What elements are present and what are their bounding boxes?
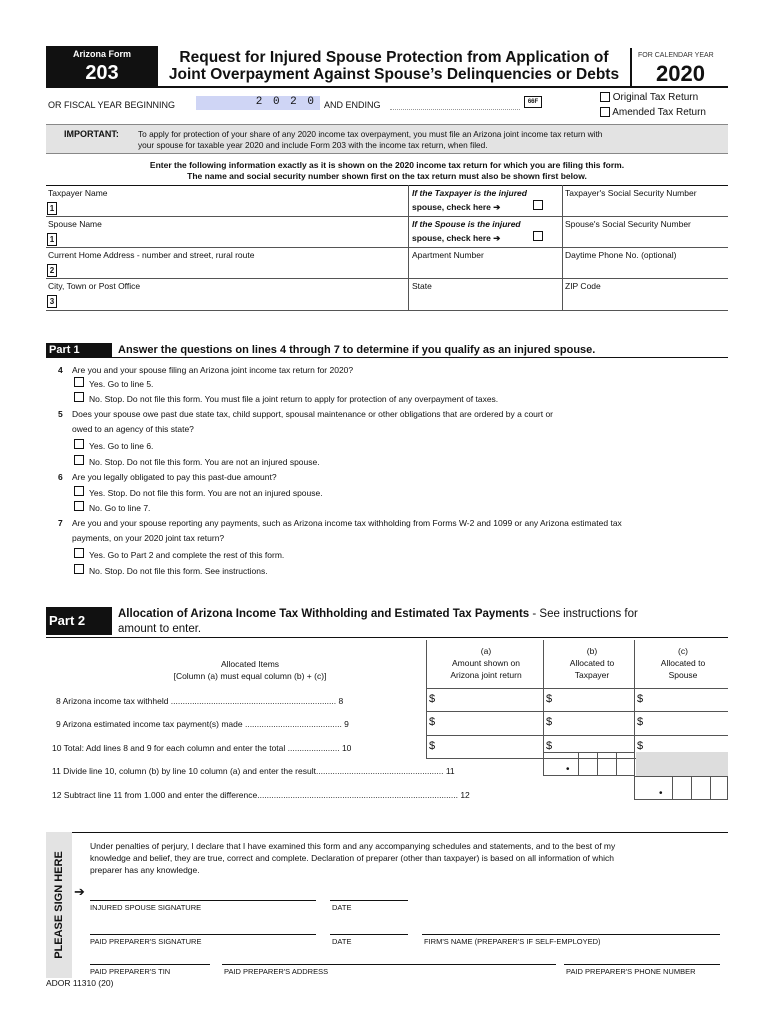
q5-no-checkbox[interactable] bbox=[74, 455, 84, 465]
spouse-name-label: Spouse Name bbox=[48, 219, 102, 229]
original-return-option[interactable] bbox=[600, 92, 698, 103]
line10-b-dollar: $ bbox=[546, 740, 553, 752]
calendar-year-box bbox=[630, 48, 730, 88]
declaration-line-3: preparer has any knowledge. bbox=[90, 865, 200, 875]
original-return-checkbox[interactable] bbox=[600, 92, 610, 102]
preparer-date-line[interactable] bbox=[330, 934, 408, 935]
grid-rule-4 bbox=[46, 278, 728, 279]
col-c-1: (c) bbox=[678, 646, 688, 656]
q4-yes-checkbox[interactable] bbox=[74, 377, 84, 387]
line-box-2: 2 bbox=[47, 264, 57, 277]
part2-title-line2: amount to enter. bbox=[118, 623, 202, 635]
injured-date-label: DATE bbox=[332, 903, 352, 912]
line8-a-dollar: $ bbox=[429, 693, 436, 705]
line9-b-dollar: $ bbox=[546, 716, 553, 728]
declaration-line-1: Under penalties of perjury, I declare that I have examined this form and any accompanying schedules and statements, and to the best of my bbox=[90, 841, 616, 851]
fiscal-end-field[interactable] bbox=[390, 96, 520, 110]
sign-side-label-wrap bbox=[46, 832, 72, 978]
p2-header-rule bbox=[426, 688, 728, 689]
phone-label: Daytime Phone No. (optional) bbox=[565, 250, 677, 260]
line9-a-dollar: $ bbox=[429, 716, 436, 728]
part1-rule bbox=[46, 357, 728, 358]
p2-vline-a bbox=[426, 640, 427, 758]
declaration-line-2: knowledge and belief, they are true, correct and complete. Declaration of preparer (other than taxpayer) is based on all information of which bbox=[90, 853, 614, 863]
instructions-line-2: The name and social security number shown first on the tax return must also be shown first below. bbox=[187, 171, 587, 181]
title-line-2: Joint Overpayment Against Spouse’s Delinquencies or Debts bbox=[168, 66, 620, 83]
amended-return-checkbox[interactable] bbox=[600, 107, 610, 117]
col-a-2: Amount shown on bbox=[451, 658, 521, 668]
important-text bbox=[138, 129, 718, 151]
original-return-label: Original Tax Return bbox=[612, 92, 699, 103]
fiscal-year-label: OR FISCAL YEAR BEGINNING bbox=[48, 100, 176, 110]
part2-title-rest: - See instructions for bbox=[529, 608, 638, 620]
line11-shaded bbox=[636, 752, 728, 776]
part1-tag: Part 1 bbox=[46, 343, 112, 357]
q5-text-2: owed to an agency of this state? bbox=[72, 424, 194, 434]
part1-title: Answer the questions on lines 4 through 7 to determine if you qualify as an injured spouse. bbox=[118, 344, 596, 356]
q6-no-label: No. Go to line 7. bbox=[89, 503, 151, 513]
sticker-code: 66F bbox=[524, 96, 542, 108]
instructions-line-1: Enter the following information exactly as it is shown on the 2020 income tax return for which you are filing this form. bbox=[149, 160, 625, 170]
l12-div-1 bbox=[672, 776, 673, 800]
q5-number: 5 bbox=[58, 409, 63, 419]
line-9-label: 9 Arizona estimated income tax payment(s) made ......................................... 9 bbox=[56, 719, 349, 729]
line9-c-dollar: $ bbox=[637, 716, 644, 728]
preparer-address-line[interactable] bbox=[222, 964, 556, 965]
q7-text-2: payments, on your 2020 joint tax return? bbox=[72, 533, 225, 543]
col-c-3: Spouse bbox=[668, 670, 698, 680]
form-title bbox=[164, 49, 624, 83]
q7-no-label: No. Stop. Do not file this form. See instructions. bbox=[89, 566, 268, 576]
items-header-2: [Column (a) must equal column (b) + (c)] bbox=[173, 671, 327, 681]
col-a-1: (a) bbox=[480, 646, 492, 656]
line10-a-dollar: $ bbox=[429, 740, 436, 752]
form-number: 203 bbox=[85, 62, 119, 84]
entry-instructions bbox=[46, 160, 728, 182]
line-box-3: 3 bbox=[47, 295, 57, 308]
col-b-2: Allocated to bbox=[569, 658, 615, 668]
sign-top-rule bbox=[46, 832, 728, 833]
amended-return-option[interactable] bbox=[600, 107, 706, 118]
line8-c-dollar: $ bbox=[637, 693, 644, 705]
calendar-year-label: FOR CALENDAR YEAR bbox=[638, 52, 714, 59]
q5-yes-checkbox[interactable] bbox=[74, 439, 84, 449]
apartment-label: Apartment Number bbox=[412, 250, 484, 260]
form-code-footer: ADOR 11310 (20) bbox=[46, 978, 114, 988]
address-label: Current Home Address - number and street, rural route bbox=[48, 250, 255, 260]
grid-rule-2 bbox=[46, 216, 728, 217]
q7-text-1: Are you and your spouse reporting any payments, such as Arizona income tax withholding from Forms W-2 and 1099 or any Arizona estimated tax bbox=[72, 518, 622, 528]
taxpayer-ssn-label: Taxpayer's Social Security Number bbox=[565, 188, 697, 198]
preparer-address-label: PAID PREPARER'S ADDRESS bbox=[224, 967, 329, 976]
line-12-label: 12 Subtract line 11 from 1.000 and enter the difference..................................................................................... 12 bbox=[52, 790, 470, 800]
q4-text: Are you and your spouse filing an Arizona joint income tax return for 2020? bbox=[72, 365, 354, 375]
injured-sig-line[interactable] bbox=[90, 900, 316, 901]
fiscal-begin-field[interactable]: 2 0 2 0 bbox=[196, 96, 320, 110]
q5-text-1: Does your spouse owe past due state tax, child support, spousal maintenance or other obligations that are ordered by a court or bbox=[72, 409, 554, 419]
preparer-phone-label: PAID PREPARER'S PHONE NUMBER bbox=[566, 967, 696, 976]
line-box-1b: 1 bbox=[47, 233, 57, 246]
state-label: State bbox=[412, 281, 432, 291]
important-notice bbox=[46, 124, 728, 154]
part2-title-bold: Allocation of Arizona Income Tax Withholding and Estimated Tax Payments bbox=[118, 608, 530, 620]
grid-vline-2 bbox=[562, 185, 563, 310]
please-sign-here: PLEASE SIGN HERE bbox=[53, 851, 65, 959]
column-a-header bbox=[426, 645, 546, 681]
line12-field[interactable] bbox=[634, 776, 728, 800]
q4-no-checkbox[interactable] bbox=[74, 392, 84, 402]
l11-div-3 bbox=[616, 752, 617, 776]
p2-row8-rule bbox=[426, 711, 728, 712]
q4-yes-label: Yes. Go to line 5. bbox=[89, 379, 154, 389]
line-box-1a: 1 bbox=[47, 202, 57, 215]
line-8-label: 8 Arizona income tax withheld ...................................................................... 8 bbox=[56, 696, 344, 706]
important-line-1: To apply for protection of your share of any 2020 income tax overpayment, you must file an Arizona joint income tax return with bbox=[138, 129, 603, 139]
q4-number: 4 bbox=[58, 365, 63, 375]
grid-vline-1 bbox=[408, 185, 409, 310]
q6-text: Are you legally obligated to pay this past-due amount? bbox=[72, 472, 277, 482]
column-b-header bbox=[546, 645, 638, 681]
zip-label: ZIP Code bbox=[565, 281, 601, 291]
taxpayer-injured-checkbox[interactable] bbox=[533, 200, 543, 210]
grid-rule-3 bbox=[46, 247, 728, 248]
col-b-3: Taxpayer bbox=[574, 670, 610, 680]
q6-no-checkbox[interactable] bbox=[74, 501, 84, 511]
title-line-1: Request for Injured Spouse Protection from Application of bbox=[179, 49, 609, 66]
taxpayer-check-label: spouse, check here ➔ bbox=[412, 202, 501, 212]
form-number-badge bbox=[46, 46, 158, 86]
q6-yes-checkbox[interactable] bbox=[74, 486, 84, 496]
allocated-items-header bbox=[140, 658, 360, 682]
col-c-2: Allocated to bbox=[660, 658, 706, 668]
grid-rule-5 bbox=[46, 310, 728, 311]
important-line-2: your spouse for taxable year 2020 and include Form 203 with the income tax return, when filed. bbox=[138, 140, 488, 150]
part2-title bbox=[118, 607, 718, 637]
l11-div-2 bbox=[597, 752, 598, 776]
taxpayer-name-label: Taxpayer Name bbox=[48, 188, 108, 198]
l12-div-3 bbox=[710, 776, 711, 800]
spouse-injured-label: If the Spouse is the injured bbox=[412, 219, 521, 229]
spouse-injured-checkbox[interactable] bbox=[533, 231, 543, 241]
q6-yes-label: Yes. Stop. Do not file this form. You are not an injured spouse. bbox=[89, 488, 323, 498]
amended-return-label: Amended Tax Return bbox=[612, 107, 706, 118]
preparer-date-label: DATE bbox=[332, 937, 352, 946]
line10-c-dollar: $ bbox=[637, 740, 644, 752]
q5-no-label: No. Stop. Do not file this form. You are not an injured spouse. bbox=[89, 457, 320, 467]
sign-arrow-icon: ➔ bbox=[74, 884, 85, 899]
line11-field[interactable] bbox=[543, 752, 635, 776]
items-header-1: Allocated Items bbox=[220, 659, 280, 669]
p2-vline-c bbox=[634, 640, 635, 758]
header-rule bbox=[46, 86, 728, 88]
part2-rule bbox=[46, 637, 728, 638]
grid-top-rule bbox=[46, 185, 728, 186]
form-label: Arizona Form bbox=[72, 49, 131, 59]
part2-tag: Part 2 bbox=[46, 607, 112, 635]
perjury-declaration bbox=[90, 840, 722, 876]
injured-date-line[interactable] bbox=[330, 900, 408, 901]
q7-yes-checkbox[interactable] bbox=[74, 548, 84, 558]
spouse-ssn-label: Spouse's Social Security Number bbox=[565, 219, 691, 229]
p2-row9-rule bbox=[426, 735, 728, 736]
preparer-phone-line[interactable] bbox=[564, 964, 720, 965]
and-ending-label: AND ENDING bbox=[324, 100, 381, 110]
firm-name-line[interactable] bbox=[422, 934, 720, 935]
line11-decimal: • bbox=[566, 764, 570, 775]
q6-number: 6 bbox=[58, 472, 63, 482]
city-label: City, Town or Post Office bbox=[48, 281, 141, 291]
q7-yes-label: Yes. Go to Part 2 and complete the rest of this form. bbox=[89, 550, 285, 560]
column-c-header bbox=[638, 645, 728, 681]
tax-year: 2020 bbox=[656, 61, 705, 86]
col-b-1: (b) bbox=[586, 646, 598, 656]
q7-no-checkbox[interactable] bbox=[74, 564, 84, 574]
firm-name-label: FIRM'S NAME (PREPARER'S IF SELF-EMPLOYED) bbox=[424, 937, 601, 946]
line8-b-dollar: $ bbox=[546, 693, 553, 705]
taxpayer-injured-label: If the Taxpayer is the injured bbox=[412, 188, 527, 198]
tin-line[interactable] bbox=[90, 964, 210, 965]
preparer-sig-label: PAID PREPARER'S SIGNATURE bbox=[90, 937, 202, 946]
col-a-3: Arizona joint return bbox=[450, 670, 522, 680]
l12-div-2 bbox=[691, 776, 692, 800]
line12-decimal: • bbox=[659, 788, 663, 799]
line-10-label: 10 Total: Add lines 8 and 9 for each column and enter the total ...................... 10 bbox=[52, 743, 352, 753]
tin-label: PAID PREPARER'S TIN bbox=[90, 967, 171, 976]
important-heading: IMPORTANT: bbox=[64, 129, 119, 139]
q5-yes-label: Yes. Go to line 6. bbox=[89, 441, 154, 451]
q7-number: 7 bbox=[58, 518, 63, 528]
p2-vline-b bbox=[543, 640, 544, 758]
spouse-check-label: spouse, check here ➔ bbox=[412, 233, 501, 243]
l11-div-1 bbox=[578, 752, 579, 776]
line-11-label: 11 Divide line 10, column (b) by line 10 column (a) and enter the result...................................................... 11 bbox=[52, 766, 455, 776]
injured-sig-label: INJURED SPOUSE SIGNATURE bbox=[90, 903, 202, 912]
q4-no-label: No. Stop. Do not file this form. You must file a joint return to apply for protection of any overpayment of taxes. bbox=[89, 394, 499, 404]
preparer-sig-line[interactable] bbox=[90, 934, 316, 935]
